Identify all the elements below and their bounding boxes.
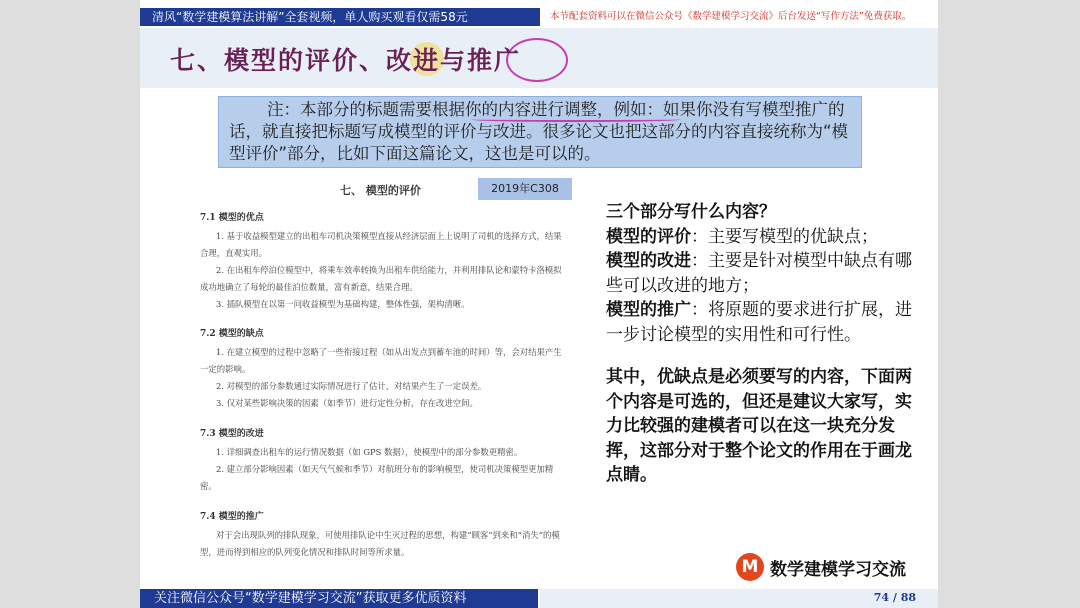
top-banner: 清风“数学建模算法讲解”全套视频，单人购买观看仅需58元 (140, 8, 540, 26)
pen-underline-annotation (471, 117, 681, 122)
top-note: 本节配套资料可以在微信公众号《数学建模学习交流》后台发送“写作方法”免费获取。 (550, 11, 912, 22)
improvement-line: 模型的改进：主要是针对模型中缺点有哪些可以改进的地方； (606, 251, 912, 296)
paper-heading-advantages: 7.1 模型的优点 (200, 213, 264, 223)
page-number: 74 / 88 (873, 591, 916, 604)
paper-disadvantages-list: 1. 在建立模型的过程中忽略了一些衔接过程（如从出发点到蓄车池的时间）等，会对结果产生一定的影响。 2. 对模型的部分参数通过实际情况进行了估计，对结果产生了一定误差。 3. 仅对某些影响决策的因素（如季节）进行定性分析，存在改进空间。 (200, 347, 562, 408)
title-bar (140, 28, 938, 88)
paper-heading-disadvantages: 7.2 模型的缺点 (200, 329, 264, 339)
explanation-column (606, 200, 916, 488)
promotion-line: 模型的推广：将原题的要求进行扩展，进一步讨论模型的实用性和可行性。 (606, 300, 912, 345)
note-text: 注：本部分的标题需要根据你的内容进行调整，例如：如果你没有写模型推广的话，就直接把标题写成模型的评价与改进。很多论文也把这部分的内容直接统称为“模型评价”部分，比如下面这篇论文，这也是可以的。 (229, 100, 849, 163)
question-line: 三个部分写什么内容？ (606, 202, 776, 222)
logo-text: 数学建模学习交流 (770, 560, 906, 580)
left-margin (0, 0, 140, 608)
paper-section-title: 七、 模型的评价 (340, 184, 421, 197)
paper-source-tag: 2019年C308 (478, 178, 572, 200)
paper-advantages-list: 1. 基于收益模型建立的出租车司机决策模型直接从经济层面上上说明了司机的选择方式，结果合理，直观实用。 2. 在出租车停泊位模型中，将乘车效率转换为出租车供给能力，并利用排队论和蒙特卡洛模拟成功地确立了每轮的最佳泊位数量，富有新意，结果合理。 3. 插队模型在以第一问收益模型为基础构建，整体性强，架构清晰。 (200, 231, 562, 309)
slide-title: 七、模型的评价、改进与推广 (170, 46, 522, 75)
note-box (218, 96, 862, 168)
summary-paragraph: 其中，优缺点是必须要写的内容，下面两个内容是可选的，但还是建议大家写，实力比较强的建模者可以在这一块充分发挥，这部分对于整个论文的作用在于画龙点睛。 (606, 367, 912, 485)
m-logo-icon: M (736, 553, 764, 581)
right-margin (938, 0, 1080, 608)
brand-logo (736, 553, 926, 581)
paper-heading-improvement: 7.3 模型的改进 (200, 429, 264, 439)
paper-excerpt (190, 172, 580, 580)
evaluation-line: 模型的评价：主要写模型的优缺点； (606, 226, 878, 247)
bottom-banner: 关注微信公众号“数学建模学习交流”获取更多优质资料 (140, 589, 538, 608)
paper-promotion-text: 对于会出现队列的排队现象，可使用排队论中生灭过程的思想，构建“顾客”到来和“消失”的模型，进而得到相应的队列变化情况和排队时间等所求量。 (200, 530, 560, 557)
slide-page (140, 0, 938, 608)
paper-heading-promotion: 7.4 模型的推广 (200, 512, 264, 522)
paper-improvement-list: 1. 详细调查出租车的运行情况数据（如 GPS 数据），使模型中的部分参数更精密。 2. 建立部分影响因素（如天气气候和季节）对航班分布的影响模型，使司机决策模型更加精密。 (200, 447, 554, 491)
